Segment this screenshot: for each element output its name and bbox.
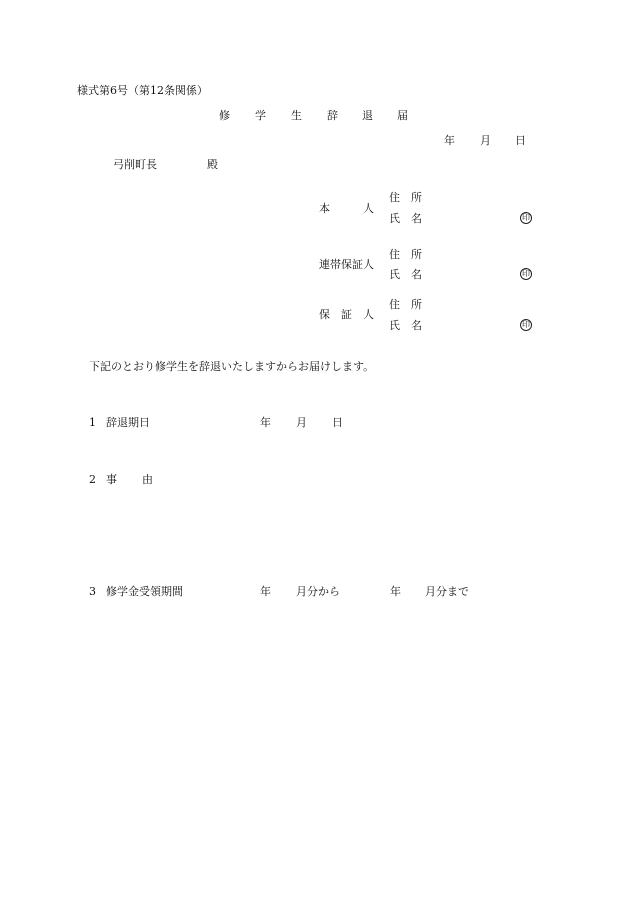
name-label: 氏 名 [389,212,422,225]
reason-label-char: 由 [142,473,153,486]
scholarship-period-label: 修学金受領期間 [106,585,183,598]
addressee-name: 弓削町長 [113,158,157,171]
withdrawal-date-month: 月 [296,416,307,429]
address-label: 住 所 [389,298,422,311]
title-char: 届 [397,109,408,122]
name-label: 氏 名 [389,268,422,281]
party-role-applicant: 本 人 [319,202,374,215]
intro-text: 下記のとおり修学生を辞退いたしますからお届けします。 [89,360,375,373]
seal-mark: 印 [522,213,530,222]
address-label: 住 所 [389,248,422,261]
party-role-guarantor: 保 証 人 [319,308,374,321]
date-year: 年 [444,134,455,147]
address-label: 住 所 [389,191,422,204]
form-number-label: 様式第6号（第12条関係） [77,84,208,97]
item-number: 1 [89,416,96,429]
seal-mark: 印 [522,320,530,329]
period-start-year: 年 [260,585,271,598]
title-char: 生 [291,109,302,122]
withdrawal-date-year: 年 [260,416,271,429]
party-role-joint-guarantor: 連帯保証人 [319,258,374,271]
title-char: 修 [219,109,230,122]
withdrawal-date-label: 辞退期日 [106,416,150,429]
title-char: 退 [362,109,373,122]
seal-mark: 印 [522,269,530,278]
period-end-month: 月分まで [425,585,469,598]
date-month: 月 [480,134,491,147]
period-end-year: 年 [390,585,401,598]
addressee-honorific: 殿 [207,158,218,171]
withdrawal-date-day: 日 [332,416,343,429]
name-label: 氏 名 [389,319,422,332]
period-start-month: 月分から [296,585,340,598]
reason-label-char: 事 [106,473,117,486]
item-number: 3 [89,585,96,598]
date-day: 日 [515,134,526,147]
item-number: 2 [89,473,96,486]
title-char: 辞 [327,109,338,122]
title-char: 学 [255,109,266,122]
